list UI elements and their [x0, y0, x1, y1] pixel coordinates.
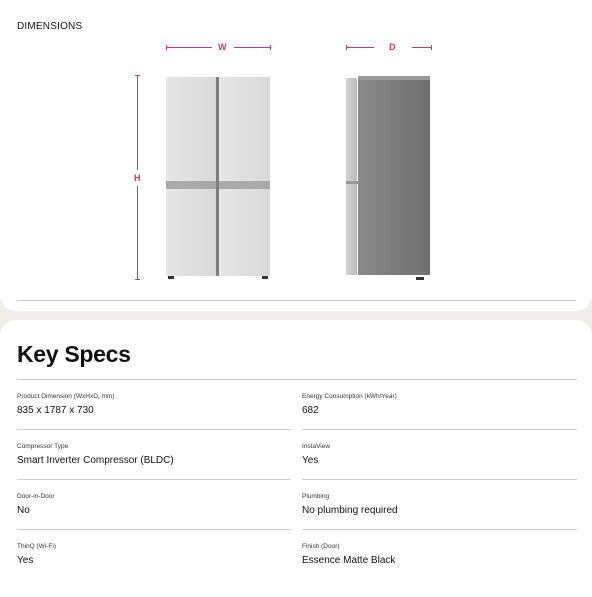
- spec-value-instaview: Yes: [302, 455, 319, 466]
- height-arrow-bottom: [137, 186, 138, 279]
- row-divider: [302, 429, 577, 430]
- fridge-side-door-gap: [346, 181, 358, 184]
- spec-value-finish-door: Essence Matte Black: [302, 555, 396, 566]
- spec-value-door-in-door: No: [17, 505, 30, 516]
- fridge-side-image: [346, 76, 430, 277]
- row-divider: [17, 479, 291, 480]
- spec-label-door-in-door: Door-in-Door: [17, 493, 55, 500]
- fridge-door-lower-left: [166, 189, 216, 276]
- height-arrow-top: [137, 75, 138, 170]
- row-divider: [17, 429, 291, 430]
- fridge-door-upper-right: [219, 77, 270, 181]
- fridge-center-seam: [216, 77, 219, 276]
- fridge-front-image: [166, 77, 270, 276]
- depth-tick-right: [431, 45, 432, 50]
- width-tick-left: [166, 45, 167, 50]
- spec-value-energy-consumption: 682: [302, 405, 319, 416]
- width-tick-right: [270, 45, 271, 50]
- spec-label-instaview: InstaView: [302, 443, 331, 450]
- fridge-side-body: [358, 80, 430, 275]
- width-label: W: [218, 42, 227, 52]
- width-arrow-right: [234, 47, 270, 48]
- fridge-side-foot: [416, 277, 424, 280]
- fridge-side-door-panel: [346, 78, 357, 275]
- row-divider: [302, 529, 577, 530]
- spec-label-energy-consumption: Energy Consumption (kWh/Year): [302, 393, 397, 400]
- spec-value-plumbing: No plumbing required: [302, 505, 398, 516]
- key-specs-title: Key Specs: [17, 341, 131, 367]
- width-arrow-left: [166, 47, 212, 48]
- spec-label-plumbing: Plumbing: [302, 493, 330, 500]
- section-divider: [17, 300, 576, 301]
- height-tick-bottom: [135, 279, 140, 280]
- fridge-foot-left: [168, 276, 174, 279]
- fridge-door-upper-left: [166, 77, 216, 181]
- depth-label: D: [389, 42, 396, 52]
- depth-tick-left: [346, 45, 347, 50]
- key-specs-divider: [17, 379, 577, 380]
- depth-arrow-left: [346, 47, 374, 48]
- spec-value-thinq-wifi: Yes: [17, 555, 34, 566]
- spec-label-thinq-wifi: ThinQ (Wi-Fi): [17, 543, 56, 550]
- row-divider: [302, 479, 577, 480]
- dimensions-title: DIMENSIONS: [17, 21, 83, 32]
- spec-value-product-dimension: 835 x 1787 x 730: [17, 405, 94, 416]
- fridge-foot-right: [262, 276, 268, 279]
- fridge-door-lower-right: [219, 189, 270, 276]
- spec-label-product-dimension: Product Dimension (WxHxD, mm): [17, 393, 115, 400]
- height-label: H: [134, 173, 141, 183]
- row-divider: [17, 529, 291, 530]
- spec-value-compressor-type: Smart Inverter Compressor (BLDC): [17, 455, 174, 466]
- depth-arrow-right: [412, 47, 431, 48]
- spec-label-compressor-type: Compressor Type: [17, 443, 69, 450]
- spec-label-finish-door: Finish (Door): [302, 543, 340, 550]
